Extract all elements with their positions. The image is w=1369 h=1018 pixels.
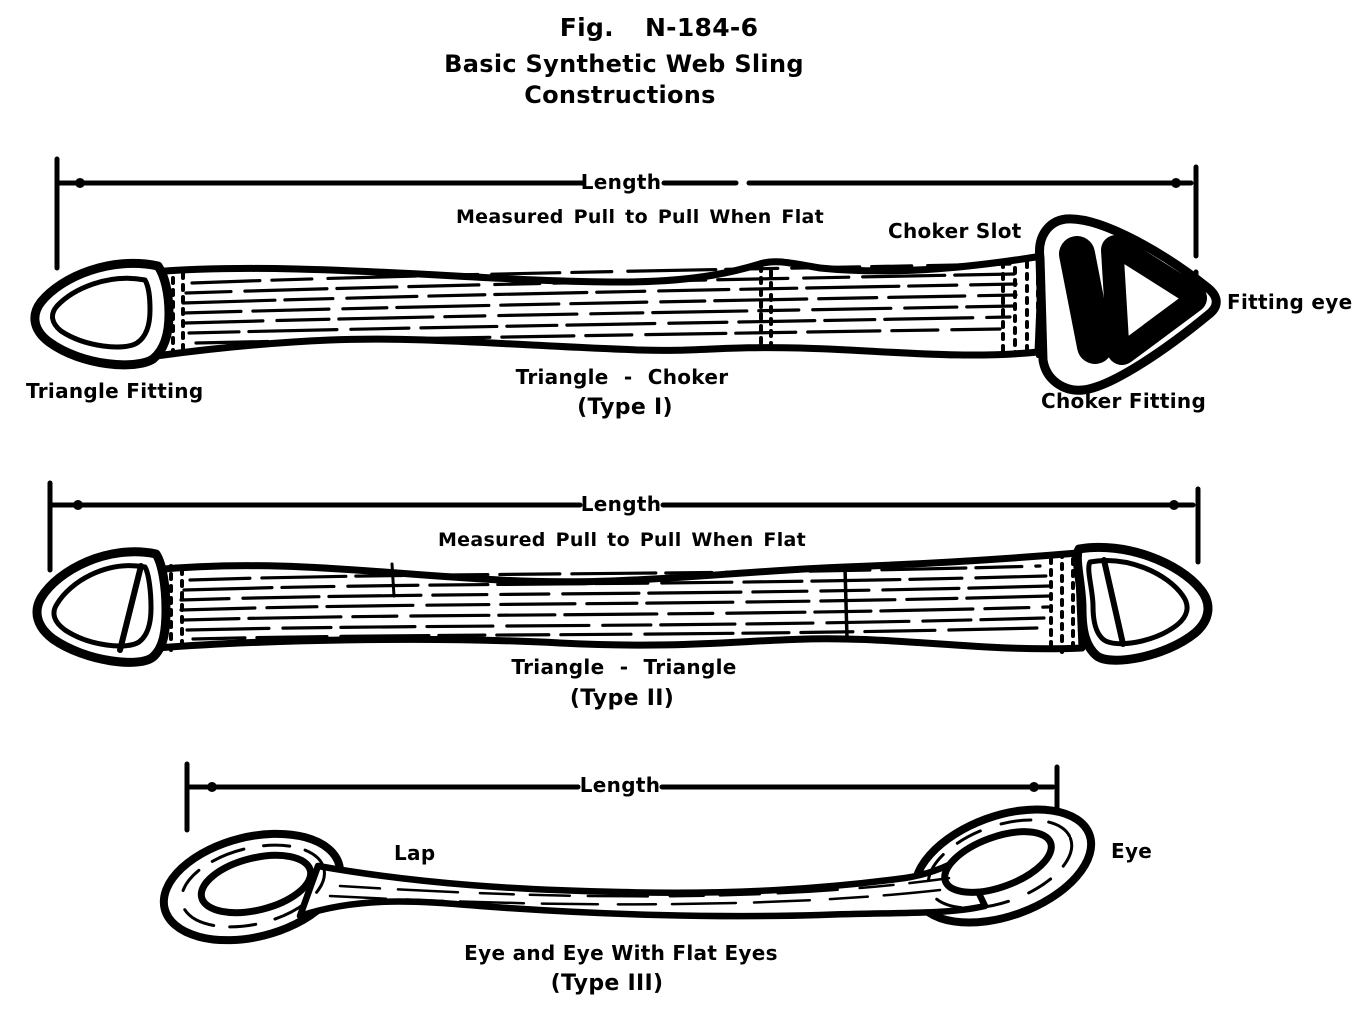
sling2-left-triangle-fitting — [37, 552, 166, 663]
eye-label: Eye — [1111, 839, 1153, 863]
choker-slot-label: Choker Slot — [888, 219, 1022, 243]
sling3-construction-name: Eye and Eye With Flat Eyes — [464, 941, 778, 965]
sling3-drawing — [153, 788, 1107, 958]
lap-label: Lap — [394, 841, 436, 865]
sling3-type-label: (Type III) — [550, 971, 664, 996]
sling1-length-label: Length — [580, 170, 662, 194]
choker-fitting-label: Choker Fitting — [1041, 389, 1207, 413]
sling2-drawing — [37, 547, 1208, 662]
sling1-type-label: (Type I) — [577, 395, 673, 420]
figure-title-line: Basic Synthetic Web Sling — [444, 50, 804, 78]
choker-fitting-shape — [1040, 219, 1217, 390]
sling2-right-triangle-fitting — [1077, 547, 1208, 660]
triangle-fitting-label: Triangle Fitting — [26, 379, 204, 403]
sling2-construction-name: Triangle - Triangle — [511, 655, 737, 679]
fitting-eye-label: Fitting eye — [1227, 290, 1353, 314]
figure-title-line2: Constructions — [524, 81, 716, 109]
sling3-length-label: Length — [579, 773, 661, 797]
sling1-construction-name: Triangle - Choker — [515, 365, 729, 389]
sling1-measure-note: Measured Pull to Pull When Flat — [455, 206, 825, 228]
sling2-length-label: Length — [580, 492, 662, 516]
triangle-fitting-shape — [35, 263, 169, 364]
figure-number: Fig. N-184-6 — [559, 13, 759, 42]
sling2-measure-note: Measured Pull to Pull When Flat — [437, 529, 807, 551]
sling2-type-label: (Type II) — [569, 686, 675, 711]
